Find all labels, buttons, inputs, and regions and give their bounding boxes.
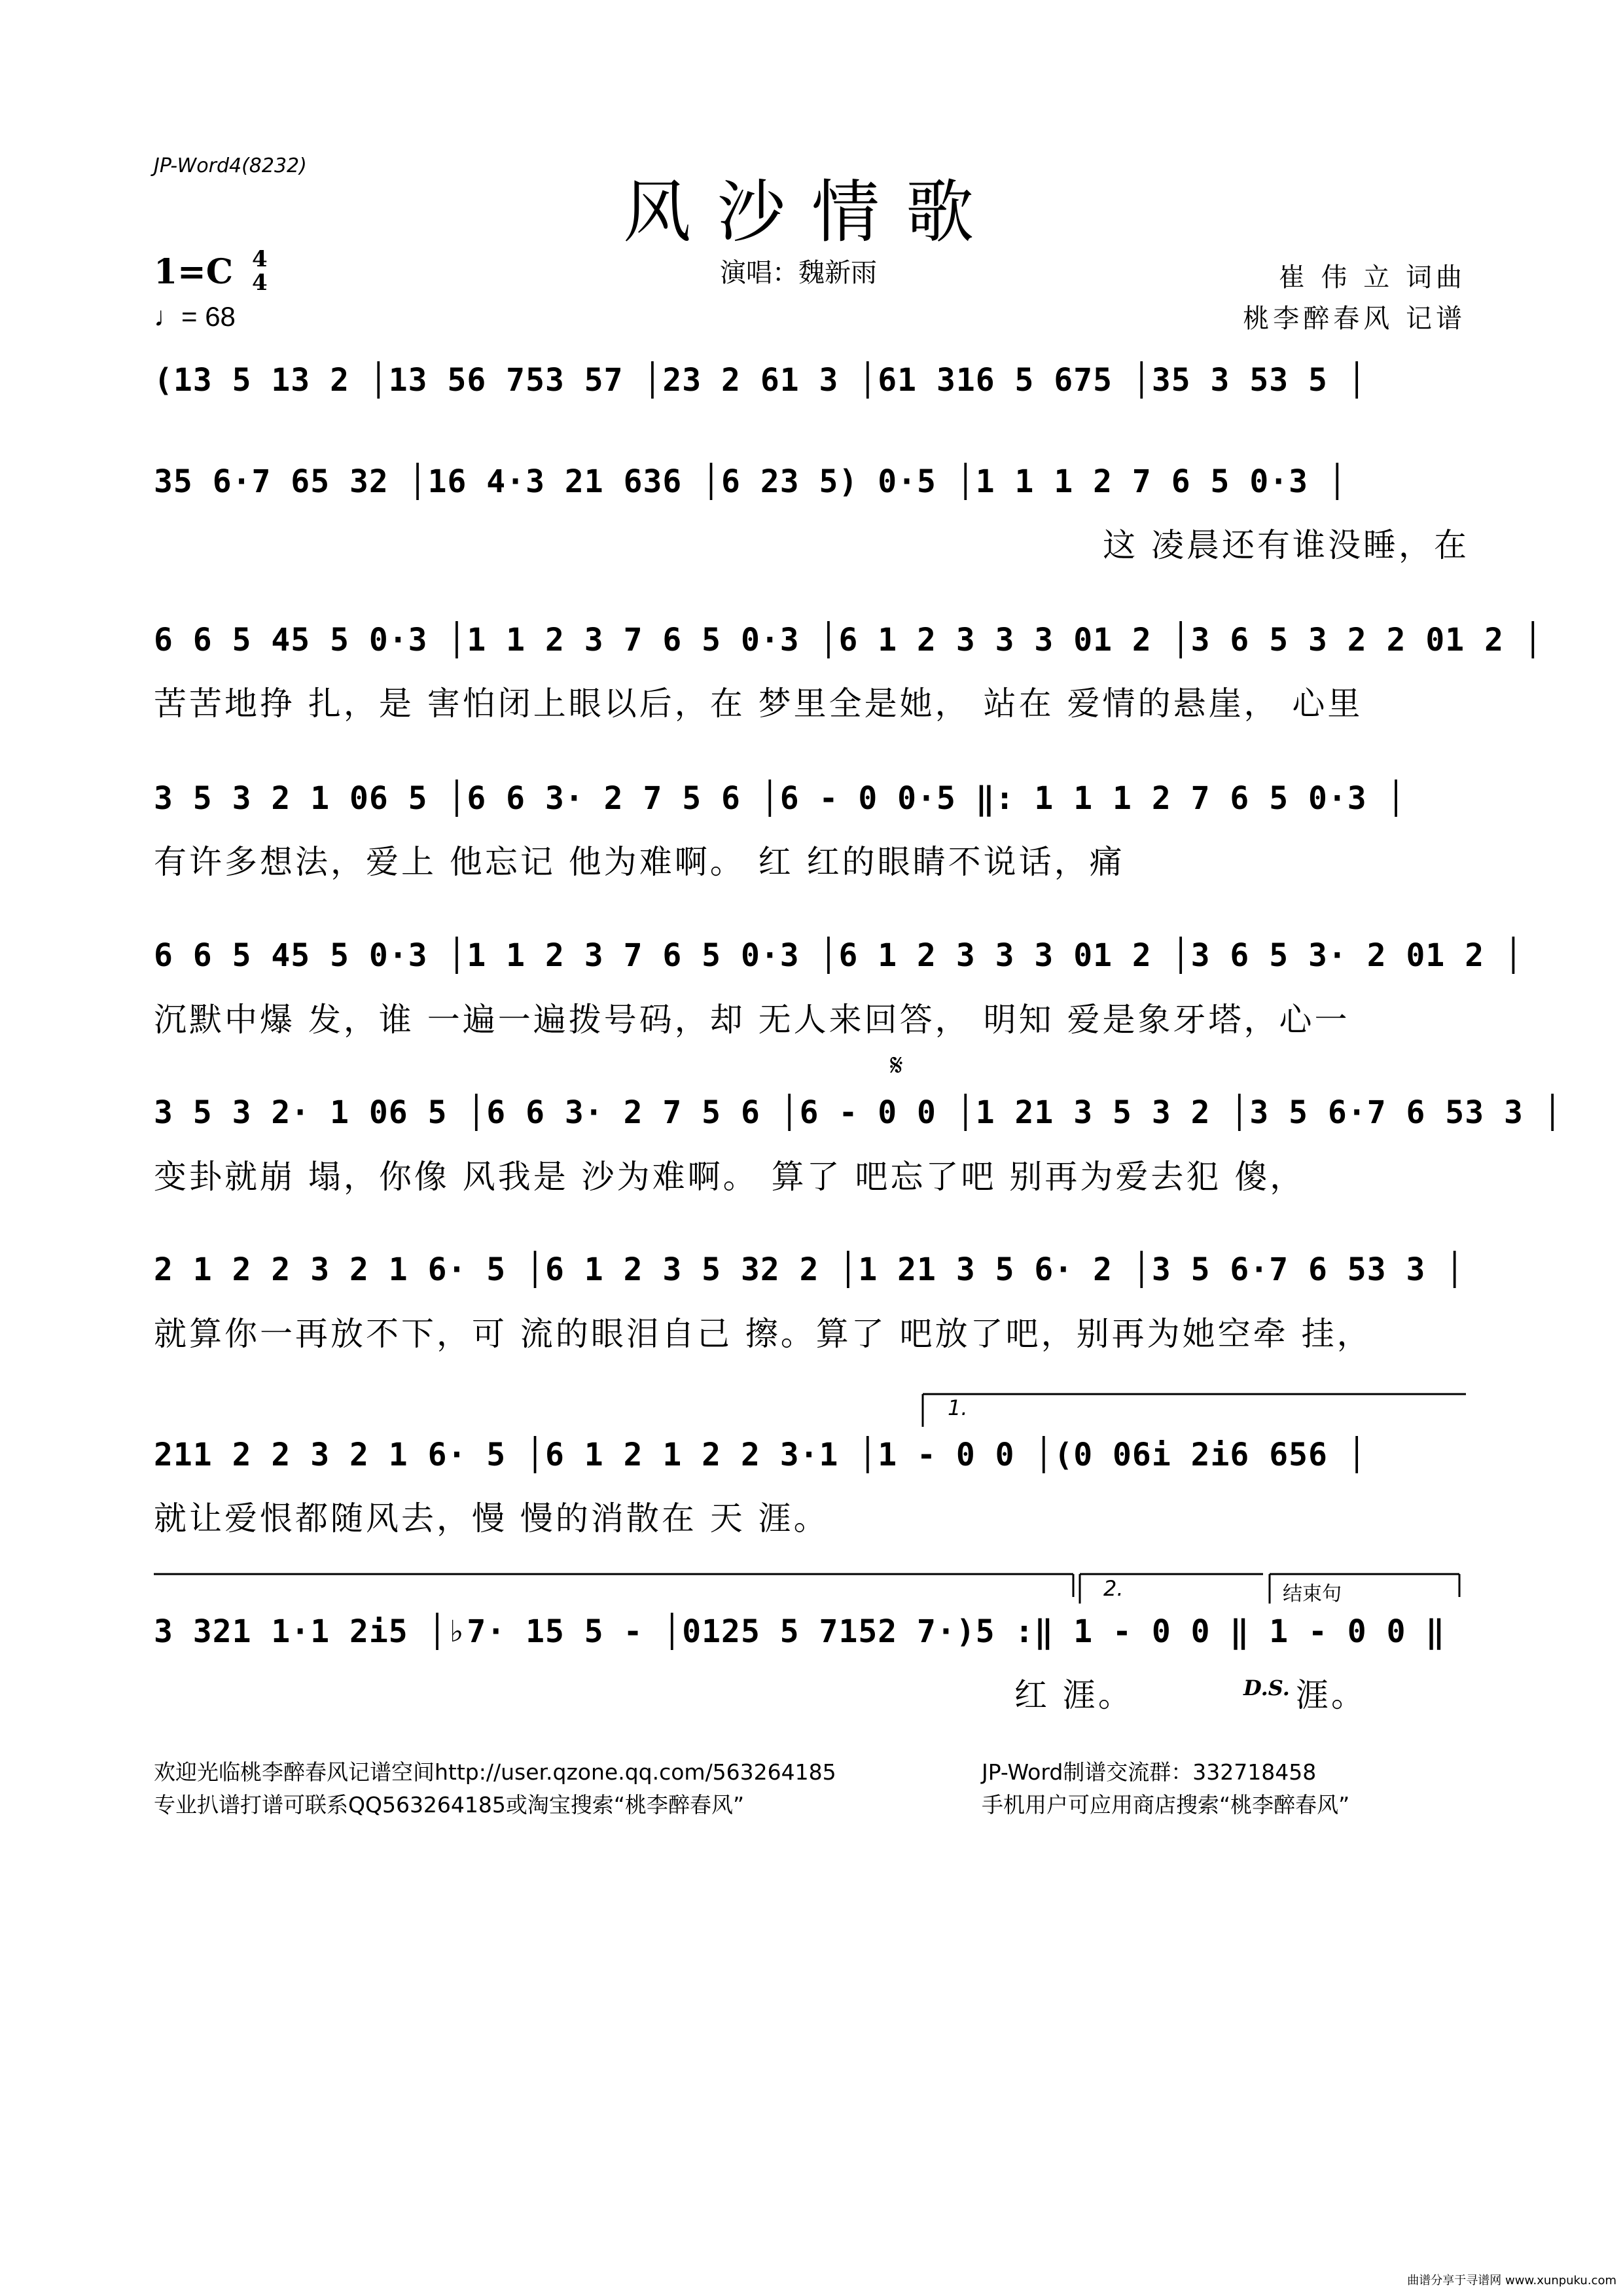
lyric-line-7: 就算你一再放不下，可 流的眼泪自己 擦。算了 吧放了吧，别再为她空牵 挂， [154,1315,1372,1353]
notation-line-3: 6 6 5 45 5 0·3 │1 1 2 3 7 6 5 0·3 │6 1 2 3 3 3 01 2 │3 6 5 3 2 2 01 2 │ [154,622,1543,658]
lyric-line-2: 这 凌晨还有谁没睡，在 [1103,526,1469,564]
lyric-line-5: 沉默中爆 发，谁 一遍一遍拨号码，却 无人来回答， 明知 爱是象牙塔，心一 [154,1001,1350,1039]
dal-segno-mark: D.S. [1243,1676,1290,1700]
transcriber-credit: 桃李醉春风 记谱 [1243,304,1466,334]
footer-group: JP-Word制谱交流群：332718458 [982,1759,1317,1785]
footer-contact: 专业扒谱打谱可联系QQ563264185或淘宝搜索“桃李醉春风” [154,1792,745,1818]
lyricist-composer-credit: 崔 伟 立 词曲 [1278,262,1466,293]
singer-credit: 演唱：魏新雨 [720,258,877,288]
notation-line-7: 2 1 2 2 3 2 1 6· 5 │6 1 2 3 5 32 2 │1 21 3 5 6· 2 │3 5 6·7 6 53 3 │ [154,1251,1465,1288]
lyric-line-6: 变卦就崩 塌，你像 风我是 沙为难啊。 算了 吧忘了吧 别再为爱去犯 傻， [154,1158,1306,1196]
segno-sign: 𝄋 [890,1047,903,1083]
lyric-line-8: 就让爱恨都随风去，慢 慢的消散在 天 涯。 [154,1499,829,1537]
first-ending-label: 1. [948,1395,968,1420]
key-signature: 1=C [154,252,234,292]
time-bottom: 4 [252,270,268,296]
notation-line-5: 6 6 5 45 5 0·3 │1 1 2 3 7 6 5 0·3 │6 1 2 3 3 3 01 2 │3 6 5 3· 2 01 2 │ [154,937,1524,974]
watermark: 曲谱分享于寻谱网 www.xunpuku.com [1407,2274,1616,2287]
notation-line-8: 211 2 2 3 2 1 6· 5 │6 1 2 1 2 2 3·1 │1 - 0 0 │(0 06i 2i6 656 │ [154,1437,1367,1473]
notation-line-2: 35 6·7 65 32 │16 4·3 21 636 │6 23 5) 0·5 │1 1 1 2 7 6 5 0·3 │ [154,463,1347,500]
lyric-line-4: 有许多想法，爱上 他忘记 他为难啊。 红 红的眼睛不说话，痛 [154,843,1125,881]
lyric-line-9b: 涯。 [1296,1676,1366,1714]
lyric-line-9a: 红 涯。 [1014,1676,1133,1714]
notation-line-6: 3 5 3 2· 1 06 5 │6 6 3· 2 7 5 6 │6 - 0 0 │1 21 3 5 3 2 │3 5 6·7 6 53 3 │ [154,1094,1563,1131]
app-tag: JP-Word4(8232) [154,154,307,177]
notation-line-4: 3 5 3 2 1 06 5 │6 6 3· 2 7 5 6 │6 - 0 0·5 ‖: 1 1 1 2 7 6 5 0·3 │ [154,780,1406,817]
coda-ending-label: 结束句 [1283,1583,1342,1605]
lyric-line-3: 苦苦地挣 扎，是 害怕闭上眼以后，在 梦里全是她， 站在 爱情的悬崖， 心里 [154,685,1363,723]
time-top: 4 [252,246,268,272]
footer-mobile: 手机用户可应用商店搜索“桃李醉春风” [982,1792,1350,1818]
footer-website: 欢迎光临桃李醉春风记谱空间http://user.qzone.qq.com/563264185 [154,1759,836,1785]
notation-line-1: (13 5 13 2 │13 56 753 57 │23 2 61 3 │61 316 5 675 │35 3 53 5 │ [154,362,1367,399]
tempo-marking: ♩= 68 [154,301,236,332]
second-ending-label: 2. [1103,1576,1124,1601]
notation-line-9: 3 321 1·1 2i5 │♭7· 15 5 - │0125 5 7152 7·)5 :‖ 1 - 0 0 ‖ 1 - 0 0 ‖ [154,1613,1446,1650]
song-title: 风沙情歌 [622,172,1000,252]
